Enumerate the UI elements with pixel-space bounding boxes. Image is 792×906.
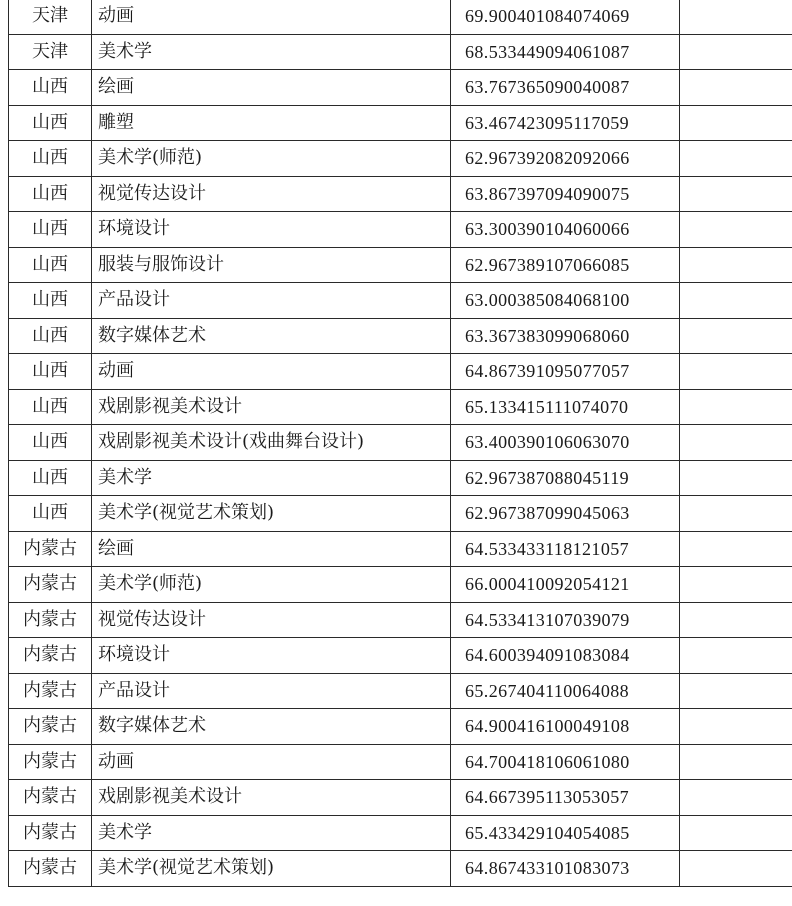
table-row [9,354,792,390]
major-cell: 视觉传达设计 [92,602,451,638]
empty-cell [680,460,792,496]
table-row [9,780,792,816]
table-row [9,283,792,319]
major-cell: 绘画 [92,70,451,106]
table-row [9,0,792,34]
major-cell: 戏剧影视美术设计 [92,389,451,425]
province-cell: 山西 [9,460,92,496]
empty-cell [680,212,792,248]
table-row [9,673,792,709]
province-cell: 山西 [9,389,92,425]
score-cell: 69.900401084074069 [451,0,680,34]
province-cell: 天津 [9,0,92,34]
empty-cell [680,354,792,390]
score-cell: 68.533449094061087 [451,34,680,70]
major-cell: 视觉传达设计 [92,176,451,212]
score-cell: 63.367383099068060 [451,318,680,354]
empty-cell [680,70,792,106]
major-cell: 美术学(师范) [92,567,451,603]
major-cell: 服装与服饰设计 [92,247,451,283]
major-cell: 美术学(师范) [92,141,451,177]
table-row [9,34,792,70]
score-cell: 65.267404110064088 [451,673,680,709]
score-cell: 63.400390106063070 [451,425,680,461]
province-cell: 山西 [9,70,92,106]
province-cell: 内蒙古 [9,638,92,674]
province-cell: 山西 [9,105,92,141]
score-cell: 63.300390104060066 [451,212,680,248]
table-row [9,70,792,106]
score-cell: 62.967389107066085 [451,247,680,283]
empty-cell [680,673,792,709]
score-cell: 64.667395113053057 [451,780,680,816]
score-cell: 62.967392082092066 [451,141,680,177]
province-cell: 山西 [9,283,92,319]
major-cell: 环境设计 [92,638,451,674]
major-cell: 动画 [92,0,451,34]
major-cell: 美术学 [92,815,451,851]
empty-cell [680,709,792,745]
province-cell: 内蒙古 [9,673,92,709]
province-cell: 天津 [9,34,92,70]
empty-cell [680,425,792,461]
major-cell: 产品设计 [92,283,451,319]
table-row [9,389,792,425]
major-cell: 美术学(视觉艺术策划) [92,496,451,532]
province-cell: 内蒙古 [9,851,92,887]
province-cell: 内蒙古 [9,567,92,603]
empty-cell [680,247,792,283]
table-row [9,602,792,638]
score-cell: 64.533413107039079 [451,602,680,638]
table-row [9,105,792,141]
table-row [9,496,792,532]
admission-score-table [8,0,792,887]
empty-cell [680,176,792,212]
score-cell: 65.433429104054085 [451,815,680,851]
province-cell: 内蒙古 [9,709,92,745]
table-row [9,744,792,780]
table-body [9,0,792,886]
table-row [9,318,792,354]
score-cell: 64.533433118121057 [451,531,680,567]
province-cell: 内蒙古 [9,531,92,567]
province-cell: 山西 [9,141,92,177]
score-cell: 64.700418106061080 [451,744,680,780]
table-row [9,460,792,496]
empty-cell [680,851,792,887]
major-cell: 戏剧影视美术设计 [92,780,451,816]
score-cell: 64.867433101083073 [451,851,680,887]
empty-cell [680,141,792,177]
empty-cell [680,638,792,674]
empty-cell [680,744,792,780]
province-cell: 山西 [9,496,92,532]
province-cell: 山西 [9,318,92,354]
empty-cell [680,815,792,851]
province-cell: 内蒙古 [9,602,92,638]
empty-cell [680,283,792,319]
table-row [9,531,792,567]
empty-cell [680,780,792,816]
major-cell: 动画 [92,744,451,780]
major-cell: 动画 [92,354,451,390]
empty-cell [680,567,792,603]
empty-cell [680,318,792,354]
score-cell: 64.900416100049108 [451,709,680,745]
score-cell: 62.967387099045063 [451,496,680,532]
table-row [9,851,792,887]
empty-cell [680,389,792,425]
major-cell: 雕塑 [92,105,451,141]
province-cell: 山西 [9,247,92,283]
province-cell: 山西 [9,354,92,390]
empty-cell [680,531,792,567]
empty-cell [680,34,792,70]
province-cell: 山西 [9,425,92,461]
empty-cell [680,602,792,638]
major-cell: 美术学 [92,460,451,496]
empty-cell [680,0,792,34]
table-row [9,212,792,248]
table-row [9,425,792,461]
major-cell: 美术学 [92,34,451,70]
table-row [9,176,792,212]
table-row [9,638,792,674]
table-row [9,815,792,851]
major-cell: 产品设计 [92,673,451,709]
province-cell: 山西 [9,176,92,212]
empty-cell [680,496,792,532]
major-cell: 戏剧影视美术设计(戏曲舞台设计) [92,425,451,461]
major-cell: 数字媒体艺术 [92,709,451,745]
score-cell: 63.467423095117059 [451,105,680,141]
score-cell: 62.967387088045119 [451,460,680,496]
score-cell: 63.867397094090075 [451,176,680,212]
province-cell: 内蒙古 [9,815,92,851]
major-cell: 美术学(视觉艺术策划) [92,851,451,887]
score-cell: 65.133415111074070 [451,389,680,425]
score-cell: 64.867391095077057 [451,354,680,390]
score-cell: 64.600394091083084 [451,638,680,674]
score-cell: 66.000410092054121 [451,567,680,603]
province-cell: 内蒙古 [9,744,92,780]
table-row [9,709,792,745]
major-cell: 数字媒体艺术 [92,318,451,354]
province-cell: 内蒙古 [9,780,92,816]
major-cell: 环境设计 [92,212,451,248]
province-cell: 山西 [9,212,92,248]
table-row [9,141,792,177]
major-cell: 绘画 [92,531,451,567]
table-row [9,247,792,283]
table-row [9,567,792,603]
score-cell: 63.767365090040087 [451,70,680,106]
empty-cell [680,105,792,141]
score-cell: 63.000385084068100 [451,283,680,319]
